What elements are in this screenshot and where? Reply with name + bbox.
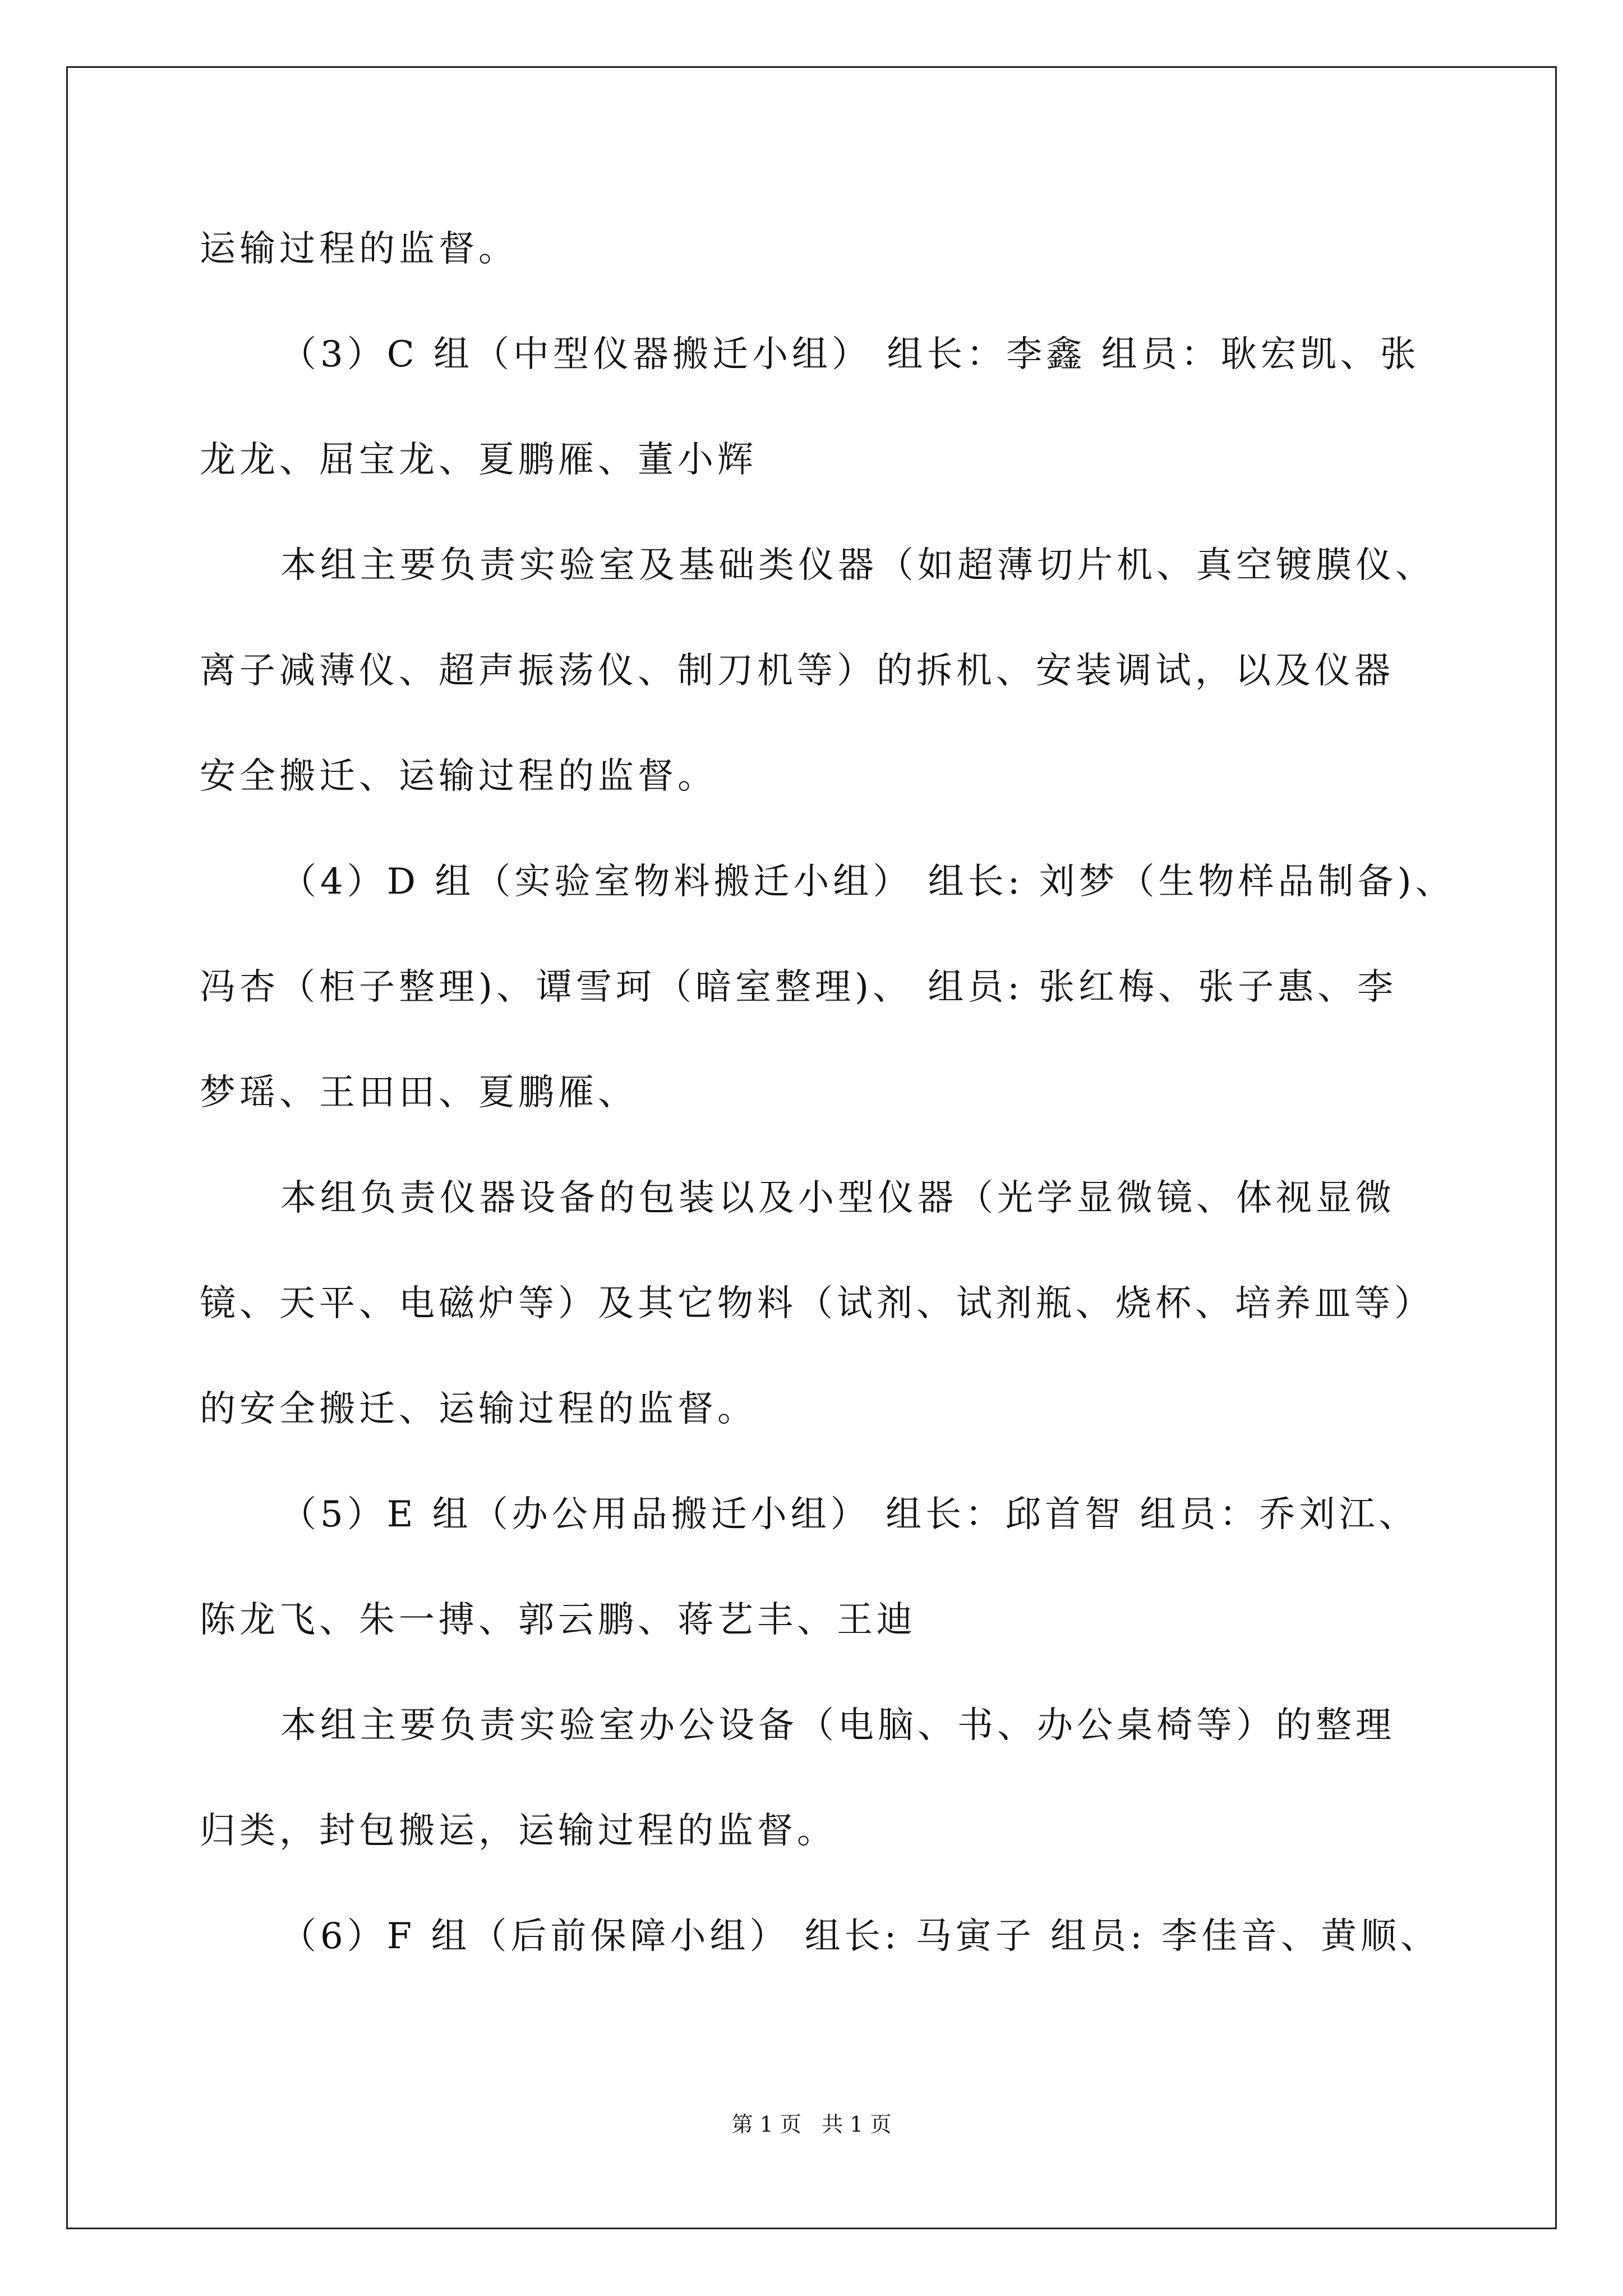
text-line-12: 的安全搬迁、运输过程的监督。 (200, 1388, 757, 1430)
text-line-4: 本组主要负责实验室及基础类仪器（如超薄切片机、真空镀膜仪、 (280, 545, 1435, 586)
text-line-13: （5）E 组（办公用品搬迁小组） 组长：邱首智 组员：乔刘江、 (280, 1494, 1419, 1535)
text-line-9: 梦瑶、王田田、夏鹏雁、 (200, 1072, 638, 1114)
text-line-10: 本组负责仪器设备的包装以及小型仪器（光学显微镜、体视显微 (280, 1177, 1395, 1219)
text-line-5: 离子减薄仪、超声振荡仪、制刀机等）的拆机、安装调试，以及仪器 (200, 650, 1394, 692)
text-line-11: 镜、天平、电磁炉等）及其它物料（试剂、试剂瓶、烧杯、培养皿等） (200, 1283, 1434, 1324)
text-line-14: 陈龙飞、朱一搏、郭云鹏、蒋艺丰、王迪 (200, 1599, 916, 1641)
text-line-17: （6）F 组（后前保障小组） 组长: 马寅子 组员: 李佳音、黄顺、 (280, 1916, 1440, 1957)
page-footer: 第 1 页 共 1 页 (731, 2112, 892, 2137)
page-border (66, 66, 1557, 2229)
text-line-16: 归类，封包搬运，运输过程的监督。 (200, 1810, 837, 1852)
text-line-3: 龙龙、屈宝龙、夏鹏雁、董小辉 (200, 439, 757, 481)
text-line-1: 运输过程的监督。 (200, 228, 518, 270)
text-line-2: （3）C 组（中型仪器搬迁小组） 组长：李鑫 组员：耿宏凯、张 (280, 334, 1420, 375)
text-line-8: 冯杏（柜子整理)、谭雪珂（暗室整理)、 组员: 张红梅、张子惠、李 (200, 967, 1398, 1008)
text-line-6: 安全搬迁、运输过程的监督。 (200, 756, 717, 797)
text-line-15: 本组主要负责实验室办公设备（电脑、书、办公桌椅等）的整理 (280, 1705, 1395, 1746)
text-line-7: （4）D 组（实验室物料搬迁小组） 组长: 刘梦（生物样品制备)、 (280, 861, 1455, 903)
